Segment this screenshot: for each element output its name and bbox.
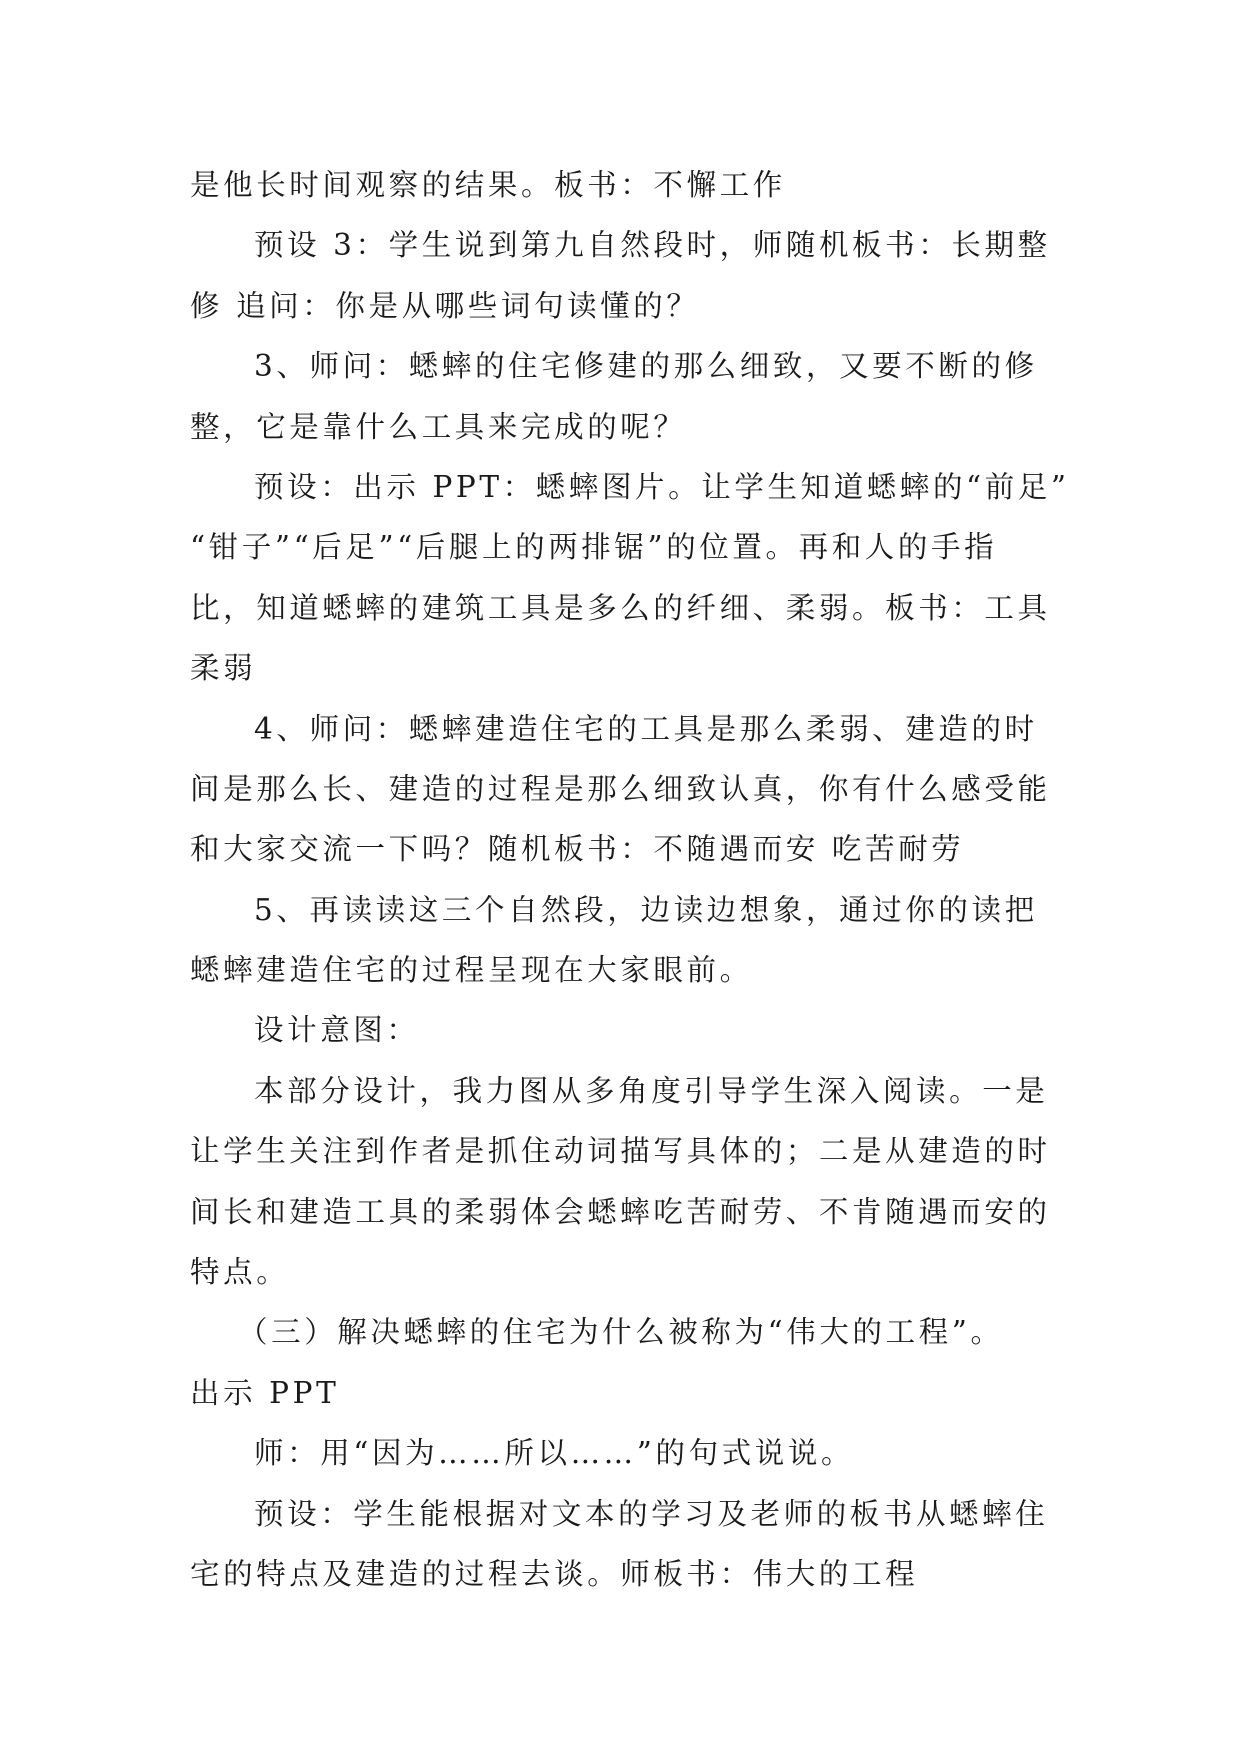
text-line: 宅的特点及建造的过程去谈。师板书：伟大的工程 bbox=[190, 1556, 919, 1591]
text-line: 出示 PPT bbox=[190, 1375, 340, 1410]
section-heading: 设计意图： bbox=[254, 1013, 420, 1048]
text-line: 3、师问：蟋蟀的住宅修建的那么细致，又要不断的修 bbox=[254, 349, 1038, 384]
text-line: 整，它是靠什么工具来完成的呢？ bbox=[190, 409, 687, 444]
text-line: 和大家交流一下吗？随机板书：不随遇而安 吃苦耐劳 bbox=[190, 832, 965, 867]
text-line: 预设：出示 PPT：蟋蟀图片。让学生知道蟋蟀的“前足” bbox=[254, 469, 1070, 504]
text-line: 是他长时间观察的结果。板书：不懈工作 bbox=[190, 168, 786, 202]
text-line: 间是那么长、建造的过程是那么细致认真，你有什么感受能 bbox=[190, 771, 1051, 806]
section-heading: （三）解决蟋蟀的住宅为什么被称为“伟大的工程”。 bbox=[238, 1315, 1004, 1350]
text-line: 预设：学生能根据对文本的学习及老师的板书从蟋蟀住 bbox=[254, 1496, 1049, 1531]
document-page bbox=[190, 155, 1070, 1604]
text-line: 柔弱 bbox=[190, 651, 257, 686]
text-line: “钳子”“后足”“后腿上的两排锯”的位置。再和人的手指 bbox=[190, 530, 998, 565]
text-line: 修 追问：你是从哪些词句读懂的？ bbox=[190, 288, 700, 323]
text-line: 间长和建造工具的柔弱体会蟋蟀吃苦耐劳、不肯随遇而安的 bbox=[190, 1194, 1051, 1229]
text-line: 预设 3：学生说到第九自然段时，师随机板书：长期整 bbox=[254, 228, 1051, 263]
text-line: 5、再读读这三个自然段，边读边想象，通过你的读把 bbox=[254, 892, 1038, 927]
text-line: 让学生关注到作者是抓住动词描写具体的；二是从建造的时 bbox=[190, 1134, 1051, 1169]
text-line: 蟋蟀建造住宅的过程呈现在大家眼前。 bbox=[190, 953, 753, 988]
text-line: 比，知道蟋蟀的建筑工具是多么的纤细、柔弱。板书：工具 bbox=[190, 590, 1051, 625]
text-line: 4、师问：蟋蟀建造住宅的工具是那么柔弱、建造的时 bbox=[254, 711, 1038, 746]
text-line: 本部分设计，我力图从多角度引导学生深入阅读。一是 bbox=[254, 1073, 1049, 1108]
text-line: 师：用“因为……所以……”的句式说说。 bbox=[254, 1436, 855, 1471]
text-line: 特点。 bbox=[190, 1255, 290, 1290]
